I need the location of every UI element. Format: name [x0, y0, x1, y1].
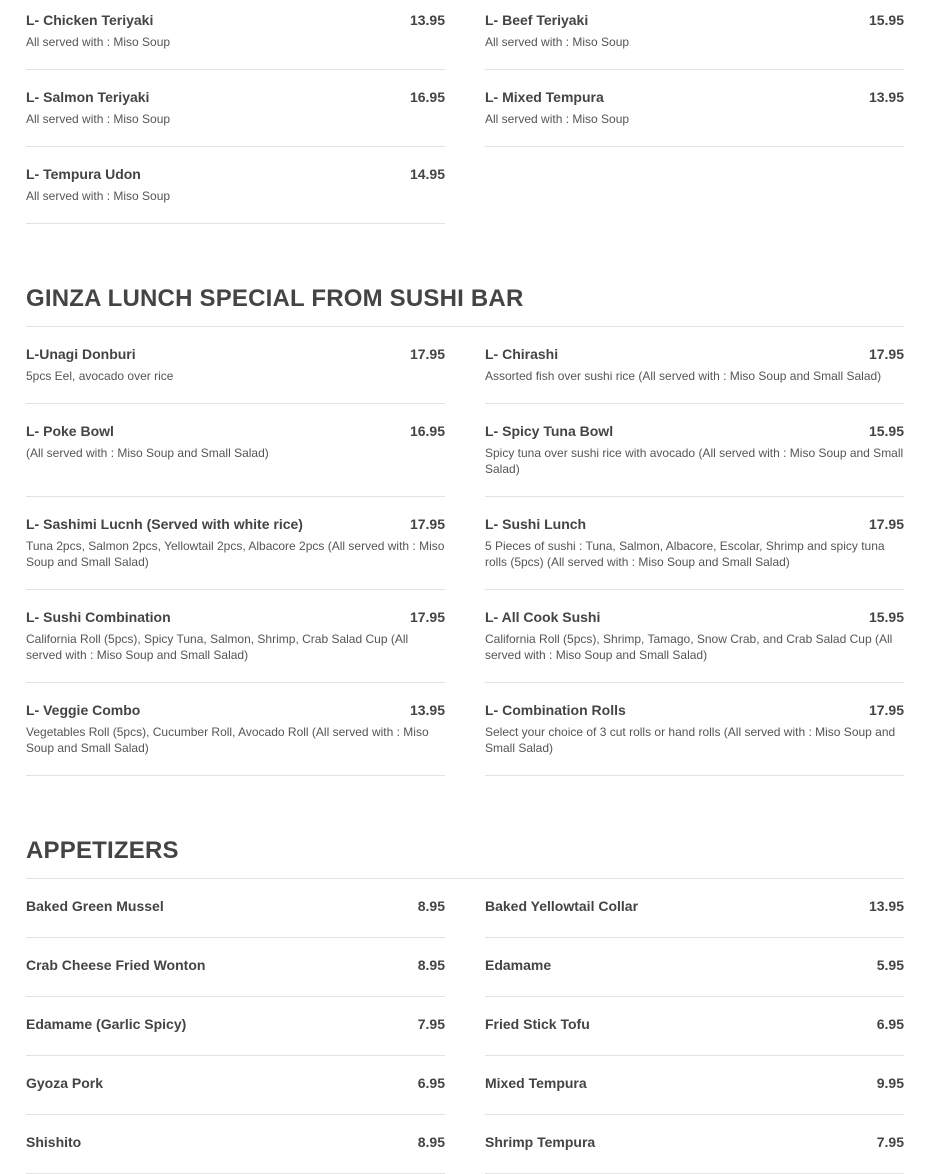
item-price: 6.95	[876, 1016, 904, 1032]
item-price: 15.95	[868, 423, 904, 439]
menu-item[interactable]	[485, 70, 904, 147]
menu-item[interactable]	[485, 590, 904, 683]
menu-item[interactable]	[26, 683, 445, 776]
item-name: L- All Cook Sushi	[485, 609, 601, 625]
menu-item[interactable]	[26, 147, 445, 224]
item-price: 17.95	[868, 516, 904, 532]
item-name: Crab Cheese Fried Wonton	[26, 957, 206, 973]
item-price: 17.95	[868, 346, 904, 362]
item-price: 9.95	[876, 1075, 904, 1091]
item-description: 5 Pieces of sushi : Tuna, Salmon, Albacore, Escolar, Shrimp and spicy tuna rolls (5pcs) (All served with : Miso Soup and Small Salad)	[485, 539, 885, 569]
item-description: California Roll (5pcs), Spicy Tuna, Salmon, Shrimp, Crab Salad Cup (All served with : Miso Soup and Small Salad)	[26, 632, 409, 662]
item-price: 13.95	[409, 12, 445, 28]
item-name: L- Sashimi Lucnh (Served with white rice)	[26, 516, 303, 532]
item-price: 15.95	[868, 12, 904, 28]
item-name: L- Spicy Tuna Bowl	[485, 423, 614, 439]
item-name: Edamame (Garlic Spicy)	[26, 1016, 187, 1032]
item-name: L- Tempura Udon	[26, 166, 141, 182]
item-price: 17.95	[409, 346, 445, 362]
menu-item[interactable]	[26, 0, 445, 70]
menu-item[interactable]	[26, 879, 445, 938]
item-price: 7.95	[876, 1134, 904, 1150]
item-name: Baked Green Mussel	[26, 898, 164, 914]
grid-spacer	[485, 147, 904, 224]
item-price: 17.95	[409, 516, 445, 532]
item-name: Mixed Tempura	[485, 1075, 587, 1091]
menu-section-ginza-sushi-bar	[26, 284, 904, 776]
item-name: L- Poke Bowl	[26, 423, 114, 439]
menu-item[interactable]	[485, 0, 904, 70]
item-name: L- Veggie Combo	[26, 702, 141, 718]
item-name: L- Salmon Teriyaki	[26, 89, 150, 105]
menu-item[interactable]	[26, 404, 445, 497]
menu-items-grid	[26, 879, 904, 1174]
item-description: All served with : Miso Soup	[26, 35, 171, 49]
menu-item[interactable]	[26, 70, 445, 147]
item-name: Gyoza Pork	[26, 1075, 104, 1091]
item-price: 13.95	[868, 898, 904, 914]
menu-item[interactable]	[26, 1056, 445, 1115]
item-description: 5pcs Eel, avocado over rice	[26, 369, 174, 383]
item-price: 13.95	[868, 89, 904, 105]
item-price: 14.95	[409, 166, 445, 182]
item-price: 8.95	[417, 1134, 445, 1150]
item-description: Spicy tuna over sushi rice with avocado (All served with : Miso Soup and Small Salad)	[485, 446, 904, 476]
item-name: Edamame	[485, 957, 552, 973]
menu-item[interactable]	[26, 997, 445, 1056]
item-price: 13.95	[409, 702, 445, 718]
item-name: L- Sushi Lunch	[485, 516, 587, 532]
menu-item[interactable]	[485, 404, 904, 497]
item-price: 8.95	[417, 898, 445, 914]
menu-item[interactable]	[26, 590, 445, 683]
menu-item[interactable]	[26, 938, 445, 997]
menu-section-appetizers	[26, 836, 904, 1174]
item-price: 17.95	[409, 609, 445, 625]
menu-item[interactable]	[485, 497, 904, 590]
menu-items-grid	[26, 327, 904, 776]
item-description: Tuna 2pcs, Salmon 2pcs, Yellowtail 2pcs, Albacore 2pcs (All served with : Miso Soup and Small Salad)	[26, 539, 445, 569]
menu-section-lunch-kitchen	[26, 0, 904, 224]
item-name: L- Mixed Tempura	[485, 89, 604, 105]
item-price: 16.95	[409, 89, 445, 105]
item-price: 7.95	[417, 1016, 445, 1032]
item-description: All served with : Miso Soup	[26, 189, 171, 203]
item-name: Shrimp Tempura	[485, 1134, 596, 1150]
item-description: (All served with : Miso Soup and Small Salad)	[26, 446, 269, 460]
section-title: APPETIZERS	[26, 836, 904, 879]
item-description: Vegetables Roll (5pcs), Cucumber Roll, Avocado Roll (All served with : Miso Soup and Small Salad)	[26, 725, 429, 755]
menu-item[interactable]	[26, 327, 445, 404]
item-price: 5.95	[876, 957, 904, 973]
section-title: GINZA LUNCH SPECIAL FROM SUSHI BAR	[26, 284, 904, 327]
item-price: 8.95	[417, 957, 445, 973]
item-name: Shishito	[26, 1134, 82, 1150]
item-name: L- Sushi Combination	[26, 609, 171, 625]
menu-item[interactable]	[485, 1115, 904, 1174]
item-name: Fried Stick Tofu	[485, 1016, 590, 1032]
menu-item[interactable]	[485, 327, 904, 404]
item-price: 17.95	[868, 702, 904, 718]
menu-item[interactable]	[485, 879, 904, 938]
menu-item[interactable]	[26, 497, 445, 590]
menu-item[interactable]	[485, 1056, 904, 1115]
item-name: L-Unagi Donburi	[26, 346, 136, 362]
item-name: L- Beef Teriyaki	[485, 12, 589, 28]
item-description: All served with : Miso Soup	[26, 112, 171, 126]
menu-item[interactable]	[485, 938, 904, 997]
menu-item[interactable]	[26, 1115, 445, 1174]
item-price: 15.95	[868, 609, 904, 625]
item-description: California Roll (5pcs), Shrimp, Tamago, Snow Crab, and Crab Salad Cup (All served with : Miso Soup and Small Salad)	[485, 632, 893, 662]
item-name: L- Chirashi	[485, 346, 559, 362]
item-price: 6.95	[417, 1075, 445, 1091]
item-name: Baked Yellowtail Collar	[485, 898, 639, 914]
item-description: All served with : Miso Soup	[485, 112, 630, 126]
item-name: L- Combination Rolls	[485, 702, 626, 718]
item-price: 16.95	[409, 423, 445, 439]
item-description: Select your choice of 3 cut rolls or hand rolls (All served with : Miso Soup and Small Salad)	[485, 725, 896, 755]
item-description: Assorted fish over sushi rice (All served with : Miso Soup and Small Salad)	[485, 369, 882, 383]
menu-item[interactable]	[485, 997, 904, 1056]
item-description: All served with : Miso Soup	[485, 35, 630, 49]
menu-items-grid	[26, 0, 904, 224]
menu-item[interactable]	[485, 683, 904, 776]
item-name: L- Chicken Teriyaki	[26, 12, 154, 28]
menu-page	[26, 0, 904, 1174]
